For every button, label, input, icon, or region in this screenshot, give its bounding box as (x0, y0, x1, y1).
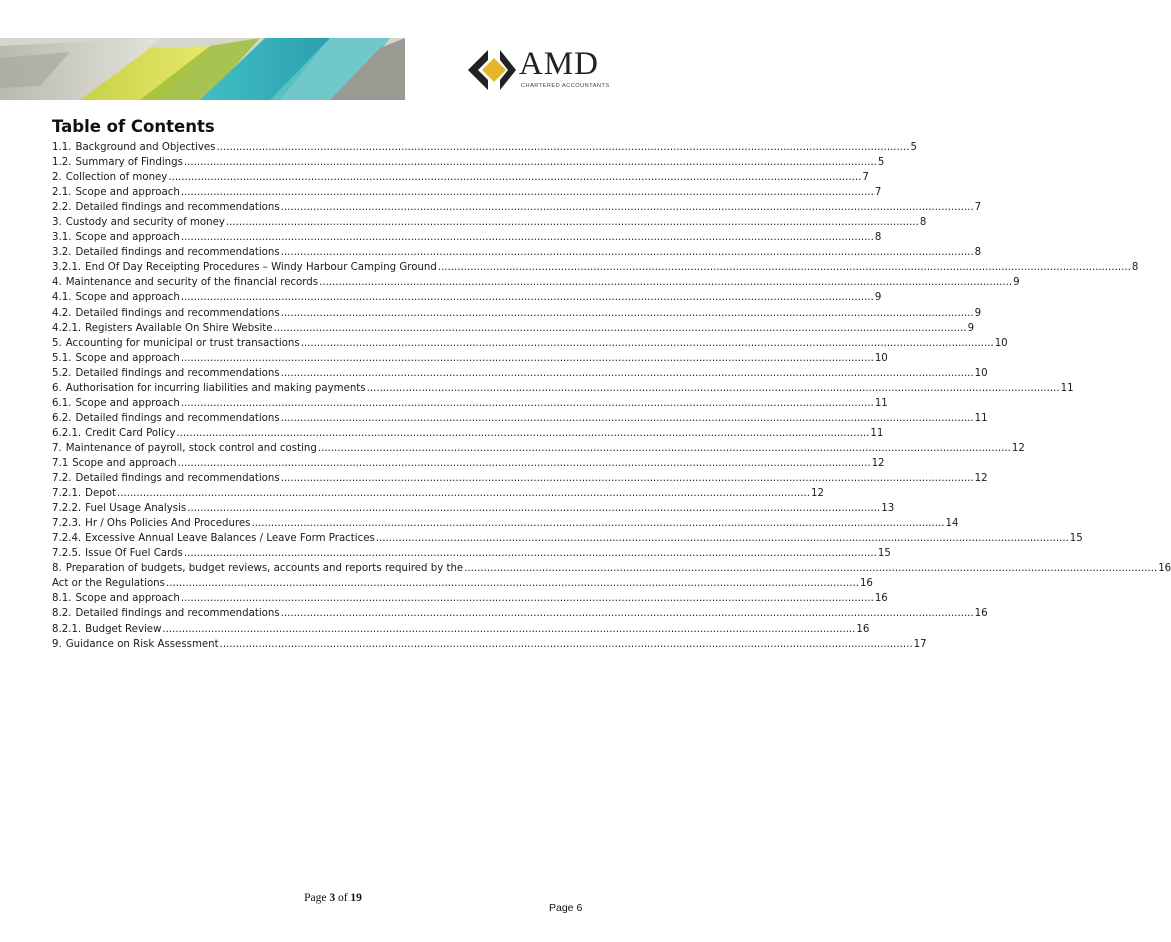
toc-leader-dots (376, 531, 1069, 546)
toc-entry-page: 12 (1011, 442, 1025, 454)
toc-entry[interactable] (52, 321, 975, 336)
toc-entry-page: 7 (974, 202, 982, 214)
toc-entry-label: Scope and approach (75, 397, 180, 409)
toc-entry-label: Scope and approach (72, 457, 177, 469)
toc-entry-number: 8.2.1. (52, 623, 82, 635)
toc-entry-page: 8 (1131, 262, 1139, 274)
toc-entry-page: 11 (874, 397, 888, 409)
toc-entry[interactable] (52, 501, 895, 516)
toc-entry[interactable] (52, 366, 988, 381)
toc-entry-number: 6.1. (52, 397, 72, 409)
toc-leader-dots (301, 336, 994, 351)
toc-entry-number: 7.2.5. (52, 548, 82, 560)
toc-entry-label: Scope and approach (75, 352, 180, 364)
toc-entry-label: End Of Day Receipting Procedures – Windy Harbour Camping Ground (85, 262, 437, 274)
toc-entry-label: Detailed findings and recommendations (75, 247, 280, 259)
toc-entry-page: 10 (974, 367, 988, 379)
toc-heading: Table of Contents (52, 117, 215, 136)
toc-entry-number: 3.1. (52, 232, 72, 244)
toc-entry-label: Maintenance of payroll, stock control and costing (65, 442, 317, 454)
toc-leader-dots (168, 170, 861, 185)
toc-entry-number: 4.2. (52, 307, 72, 319)
toc-leader-dots (187, 501, 880, 516)
toc-entry-number: 1.1. (52, 142, 72, 153)
toc-entry-label: Maintenance and security of the financial records (65, 277, 319, 289)
toc-entry[interactable] (52, 486, 824, 501)
page-corner-label: Page 6 (549, 902, 583, 914)
toc-entry-page: 7 (862, 172, 869, 184)
toc-entry[interactable] (52, 456, 885, 471)
toc-leader-dots (281, 200, 974, 215)
toc-entry-page: 17 (913, 638, 927, 650)
toc-leader-dots (181, 230, 874, 245)
toc-entry-label: Scope and approach (75, 292, 180, 304)
toc-entry-label: Registers Available On Shire Website (85, 322, 273, 334)
toc-leader-dots (217, 140, 910, 155)
toc-entry-page: 9 (1013, 277, 1020, 289)
toc-entry[interactable] (52, 140, 917, 155)
toc-entry-page: 15 (877, 548, 891, 560)
toc-leader-dots (117, 486, 810, 501)
toc-entry[interactable] (52, 336, 1008, 351)
page-current: 3 (329, 892, 336, 904)
toc-entry-number: 7. (52, 442, 62, 454)
logo-tagline: CHARTERED ACCOUNTANTS (521, 83, 610, 89)
toc-leader-dots (281, 366, 974, 381)
toc-leader-dots (281, 606, 974, 621)
toc-entry-label: Detailed findings and recommendations (75, 202, 280, 214)
toc-leader-dots (184, 546, 877, 561)
table-of-contents (52, 140, 1171, 652)
toc-leader-dots (176, 426, 869, 441)
toc-entry[interactable] (52, 411, 988, 426)
toc-entry-page: 9 (974, 307, 982, 319)
toc-entry-page: 8 (919, 217, 927, 229)
toc-leader-dots (464, 561, 1157, 576)
toc-entry-page: 16 (1158, 563, 1171, 575)
toc-entry-label: Authorisation for incurring liabilities and making payments (65, 382, 366, 394)
toc-entry[interactable] (52, 606, 988, 621)
toc-entry[interactable] (52, 591, 888, 606)
toc-leader-dots (181, 185, 874, 200)
toc-entry-page: 10 (994, 337, 1008, 349)
toc-entry-number: 4. (52, 277, 62, 289)
toc-entry-number: 6.2.1. (52, 427, 82, 439)
toc-entry-page: 16 (856, 623, 870, 635)
toc-entry-page: 11 (974, 412, 988, 424)
toc-entry-label: Detailed findings and recommendations (75, 367, 280, 379)
toc-entry[interactable] (52, 561, 1171, 576)
toc-entry[interactable] (52, 546, 891, 561)
toc-entry-number: 7.2.3. (52, 518, 82, 530)
toc-entry[interactable] (52, 215, 927, 230)
toc-leader-dots (181, 351, 874, 366)
toc-entry-page: 11 (870, 427, 884, 439)
toc-entry-label: Guidance on Risk Assessment (65, 638, 219, 650)
toc-entry-number: 2.1. (52, 187, 72, 199)
toc-entry-label: Detailed findings and recommendations (75, 307, 280, 319)
toc-entry-page: 13 (881, 503, 895, 515)
toc-leader-dots (438, 260, 1131, 275)
toc-entry-number: 4.2.1. (52, 322, 82, 334)
toc-entry-number: 7.2.4. (52, 533, 82, 545)
toc-leader-dots (166, 576, 859, 591)
toc-entry-page: 8 (874, 232, 882, 244)
toc-entry-label: Detailed findings and recommendations (75, 412, 280, 424)
toc-entry-number: 5.2. (52, 367, 72, 379)
toc-entry[interactable] (52, 637, 927, 652)
toc-entry-label: Issue Of Fuel Cards (85, 548, 183, 560)
toc-entry-page: 5 (877, 157, 885, 169)
toc-entry[interactable] (52, 622, 870, 637)
toc-entry-label: Custody and security of money (65, 217, 225, 229)
toc-entry-number: 3.2. (52, 247, 72, 259)
toc-entry-number: 3.2.1. (52, 262, 82, 274)
toc-leader-dots (181, 396, 874, 411)
toc-leader-dots (318, 441, 1011, 456)
toc-entry-page: 9 (874, 292, 882, 304)
toc-entry-number: 8.1. (52, 593, 72, 605)
toc-entry-number: 8.2. (52, 608, 72, 620)
toc-entry-number: 2. (52, 172, 62, 184)
toc-entry-label: Hr / Ohs Policies And Procedures (85, 518, 251, 530)
toc-entry[interactable] (52, 516, 959, 531)
toc-entry-page: 16 (974, 608, 988, 620)
toc-entry[interactable] (52, 230, 882, 245)
toc-leader-dots (184, 155, 877, 170)
toc-entry-label: Collection of money (65, 172, 168, 184)
toc-entry-label: Excessive Annual Leave Balances / Leave Form Practices (85, 533, 375, 545)
toc-entry-page: 12 (810, 488, 824, 500)
toc-entry-page: 14 (945, 518, 959, 530)
toc-entry[interactable] (52, 471, 988, 486)
toc-entry[interactable] (52, 441, 1025, 456)
toc-leader-dots (226, 215, 919, 230)
toc-entry-page: 5 (910, 142, 917, 153)
toc-entry-label: Act or the Regulations (52, 578, 165, 590)
toc-entry-page: 12 (871, 457, 885, 469)
toc-entry-number: 2.2. (52, 202, 72, 214)
page-prefix: Page (304, 892, 327, 904)
toc-entry[interactable] (52, 155, 885, 170)
toc-entry-number: 6.2. (52, 412, 72, 424)
toc-entry-number: 5. (52, 337, 62, 349)
toc-entry-number: 7.2. (52, 473, 72, 485)
toc-leader-dots (281, 471, 974, 486)
toc-entry-page: 7 (874, 187, 882, 199)
toc-leader-dots (181, 591, 874, 606)
toc-leader-dots (162, 622, 855, 637)
toc-entry-number: 6. (52, 382, 62, 394)
toc-entry-page: 12 (974, 473, 988, 485)
toc-entry[interactable] (52, 531, 1083, 546)
toc-entry-number: 7.2.2. (52, 503, 82, 515)
toc-entry-label: Detailed findings and recommendations (75, 608, 280, 620)
toc-entry[interactable] (52, 351, 888, 366)
toc-entry-number: 4.1. (52, 292, 72, 304)
toc-entry-number: 7.1 (52, 457, 69, 469)
toc-entry-label: Scope and approach (75, 593, 180, 605)
toc-entry-label: Background and Objectives (75, 142, 216, 153)
toc-entry[interactable] (52, 260, 1139, 275)
toc-entry-number: 1.2. (52, 157, 72, 169)
toc-entry[interactable] (52, 396, 888, 411)
toc-entry-label: Credit Card Policy (85, 427, 176, 439)
toc-leader-dots (367, 381, 1060, 396)
toc-entry[interactable] (52, 576, 873, 591)
toc-entry-page: 8 (974, 247, 982, 259)
toc-entry-label: Fuel Usage Analysis (85, 503, 187, 515)
toc-entry-number: 7.2.1. (52, 488, 82, 500)
logo-wordmark: AMD (519, 46, 600, 82)
toc-leader-dots (281, 245, 974, 260)
toc-entry-label: Budget Review (85, 623, 162, 635)
page-total: 19 (350, 892, 362, 904)
toc-leader-dots (281, 306, 974, 321)
toc-entry[interactable] (52, 245, 982, 260)
toc-leader-dots (252, 516, 945, 531)
toc-entry-number: 9. (52, 638, 62, 650)
toc-entry[interactable] (52, 200, 982, 215)
toc-entry-page: 9 (967, 322, 975, 334)
toc-entry[interactable] (52, 290, 882, 305)
toc-entry-number: 8. (52, 563, 62, 575)
toc-entry-label: Scope and approach (75, 187, 180, 199)
toc-entry-label: Accounting for municipal or trust transactions (65, 337, 300, 349)
toc-entry-label: Detailed findings and recommendations (75, 473, 280, 485)
toc-entry[interactable] (52, 306, 982, 321)
toc-entry[interactable] (52, 381, 1074, 396)
toc-leader-dots (274, 321, 967, 336)
toc-entry[interactable] (52, 426, 884, 441)
toc-leader-dots (319, 275, 1012, 290)
toc-entry-page: 16 (874, 593, 888, 605)
toc-entry-label: Depot (85, 488, 116, 500)
toc-entry-page: 16 (859, 578, 873, 590)
toc-leader-dots (178, 456, 871, 471)
toc-entry[interactable] (52, 170, 869, 185)
toc-entry-page: 15 (1069, 533, 1083, 545)
toc-leader-dots (181, 290, 874, 305)
toc-entry-label: Preparation of budgets, budget reviews, accounts and reports required by the (65, 563, 464, 575)
toc-leader-dots (220, 637, 913, 652)
toc-entry-number: 5.1. (52, 352, 72, 364)
page-of: of (337, 892, 348, 904)
toc-entry[interactable] (52, 275, 1020, 290)
toc-leader-dots (281, 411, 974, 426)
toc-entry-page: 11 (1060, 382, 1074, 394)
toc-entry-page: 10 (874, 352, 888, 364)
toc-entry[interactable] (52, 185, 882, 200)
toc-entry-number: 3. (52, 217, 62, 229)
toc-entry-label: Summary of Findings (75, 157, 183, 169)
toc-entry-label: Scope and approach (75, 232, 180, 244)
